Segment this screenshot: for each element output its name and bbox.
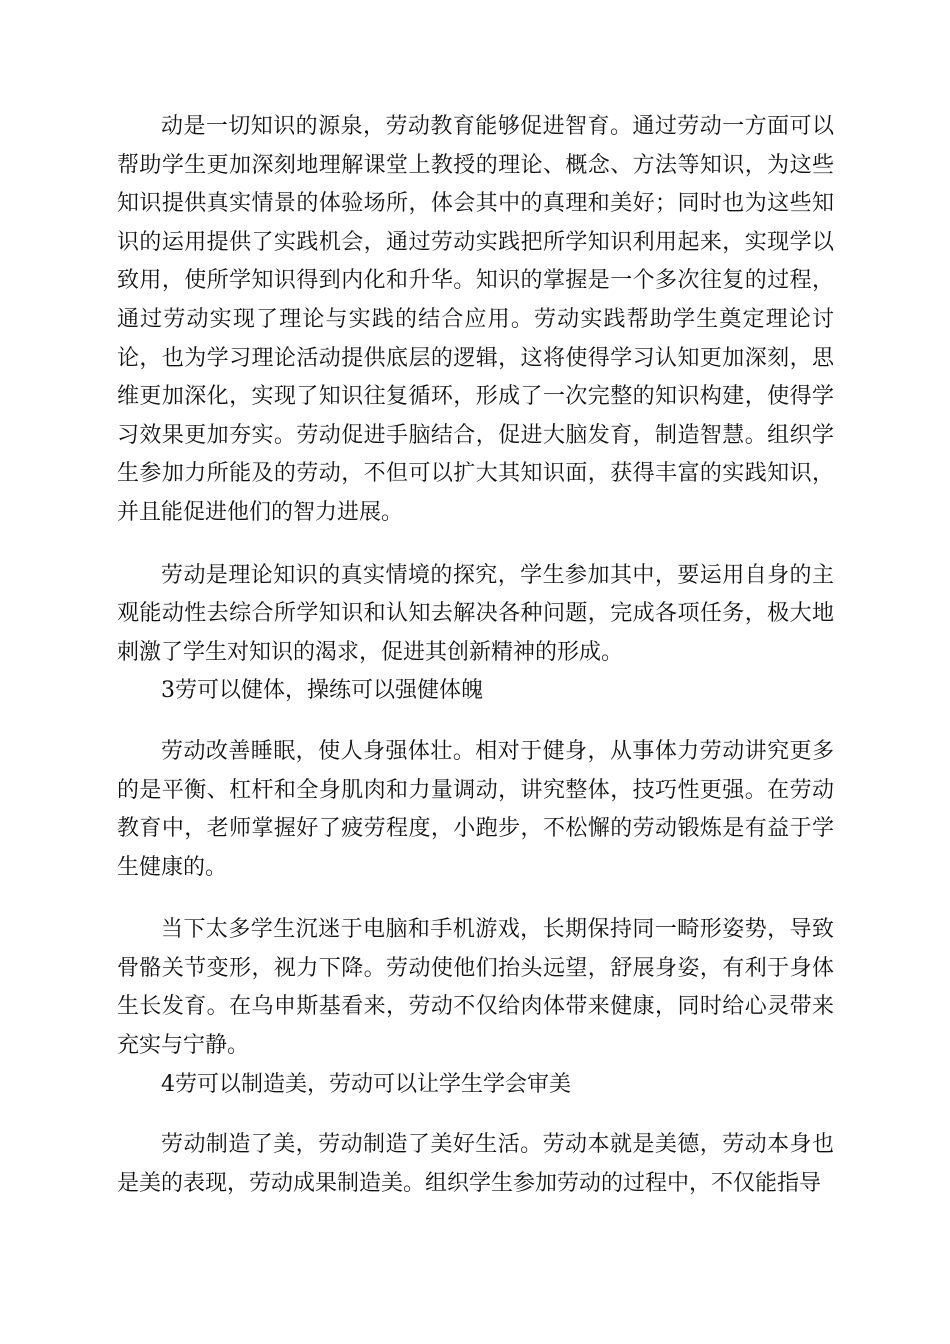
body-paragraph: 劳动是理论知识的真实情境的探究，学生参加其中，要运用自身的主观能动性去综合所学知识和认知去解决各种问题，完成各项任务，极大地刺激了学生对知识的渴求，促进其创新精神的形成。 [117, 562, 834, 665]
body-paragraph: 当下太多学生沉迷于电脑和手机游戏，长期保持同一畸形姿势，导致骨骼关节变形，视力下降。劳动使他们抬头远望，舒展身姿，有利于身体生长发育。在乌申斯基看来，劳动不仅给肉体带来健康，同时给心灵带来充实与宁静。 [117, 917, 834, 1059]
body-paragraph: 劳动改善睡眠，使人身强体壮。相对于健身，从事体力劳动讲究更多的是平衡、杠杆和全身肌肉和力量调动，讲究整体，技巧性更强。在劳动教育中，老师掌握好了疲劳程度，小跑步，不松懈的劳动锻炼是有益于学生健康的。 [117, 738, 834, 880]
body-paragraph: 劳动制造了美，劳动制造了美好生活。劳动本就是美德，劳动本身也是美的表现，劳动成果制造美。组织学生参加劳动的过程中，不仅能指导 [117, 1132, 834, 1196]
section-heading: 3劳可以健体，操练可以强健体魄 [161, 678, 483, 704]
document-page [117, 108, 834, 1203]
section-heading: 4劳可以制造美，劳动可以让学生学会审美 [161, 1071, 571, 1097]
body-paragraph: 动是一切知识的源泉，劳动教育能够促进智育。通过劳动一方面可以帮助学生更加深刻地理解课堂上教授的理论、概念、方法等知识，为这些知识提供真实情景的体验场所，体会其中的真理和美好；同时也为这些知识的运用提供了实践机会，通过劳动实践把所学知识利用起来，实现学以致用，使所学知识得到内化和升华。知识的掌握是一个多次往复的过程，通过劳动实现了理论与实践的结合应用。劳动实践帮助学生奠定理论讨论，也为学习理论活动提供底层的逻辑，这将使得学习认知更加深刻，思维更加深化，实现了知识往复循环，形成了一次完整的知识构建，使得学习效果更加夯实。劳动促进手脑结合，促进大脑发育，制造智慧。组织学生参加力所能及的劳动，不但可以扩大其知识面，获得丰富的实践知识，并且能促进他们的智力进展。 [117, 114, 834, 525]
